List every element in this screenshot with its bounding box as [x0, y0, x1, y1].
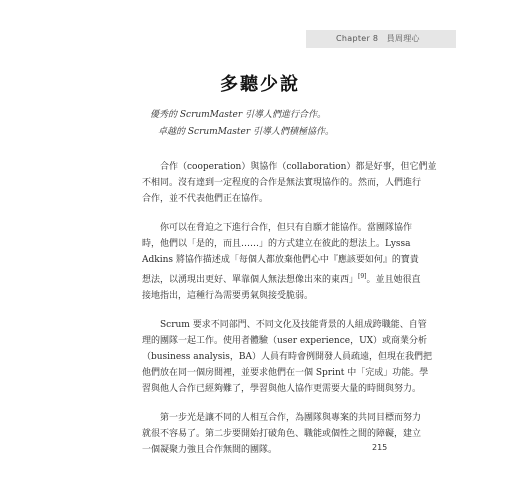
- body-text: [142, 160, 437, 473]
- paragraph: [142, 160, 437, 207]
- text-line: Scrum 要求不同部門、不同文化及技能背景的人組成跨職能、自管: [160, 320, 427, 331]
- text-line: 你可以在脅迫之下進行合作，但只有自願才能協作。當團隊協作: [160, 223, 413, 234]
- section-title: 多聽少說: [220, 74, 300, 95]
- text-segment: 想法，以湧現出更好、單靠個人無法想像出來的東西」: [142, 274, 359, 285]
- text-line: 就很不容易了。第二步要開始打破角色、職能或個性之間的障礙，建立: [142, 429, 422, 440]
- text-segment: 。並且她很直: [366, 274, 421, 285]
- paragraph: [142, 221, 421, 304]
- text-line: 他們放在同一個房間裡，並要求他們在一個 Sprint 中「完成」功能。學: [142, 367, 429, 378]
- epigraph-line: 卓越的 ScrumMaster 引導人們積極協作。: [158, 127, 335, 137]
- text-line: 不相同。沒有達到一定程度的合作是無法實現協作的。然而，人們進行: [142, 177, 422, 188]
- text-line: 一個凝聚力強且合作無間的團隊。: [142, 444, 278, 455]
- running-head-text: Chapter 8 員周理心: [336, 34, 420, 43]
- epigraph: [150, 107, 410, 141]
- page-number: 215: [372, 443, 388, 452]
- running-head: [306, 30, 456, 48]
- text-line: 接地指出，這種行為需要勇氣與接受脆弱。: [142, 290, 314, 301]
- text-line: 時，他們以「是的，而且……」的方式建立在彼此的想法上。Lyssa: [142, 239, 411, 250]
- text-line: 合作（cooperation）與協作（collaboration）都是好事，但它們並: [160, 162, 437, 172]
- text-line: 第一步光是讓不同的人相互合作，為團隊與專案的共同目標而努力: [160, 413, 422, 424]
- text-line: 習與他人合作已經夠難了，學習與他人協作更需要大量的時間與努力。: [142, 383, 422, 394]
- paragraph: [142, 411, 422, 458]
- text-line: （business analysis，BA）人員有時會例開發人員疏遠，但現在我們把: [142, 351, 432, 362]
- text-line: [142, 269, 421, 289]
- text-line: Adkins 將協作描述成「每個人都放棄他們心中『應該要如何』的寶貴: [142, 254, 419, 265]
- text-line: 合作，並不代表他們正在協作。: [142, 193, 269, 204]
- epigraph-line: 優秀的 ScrumMaster 引導人們進行合作。: [150, 110, 327, 120]
- text-line: 理的團隊一起工作。使用者體驗（user experience，UX）或商業分析: [142, 336, 428, 347]
- paragraph: [142, 318, 432, 397]
- citation-marker: [9]: [358, 272, 367, 280]
